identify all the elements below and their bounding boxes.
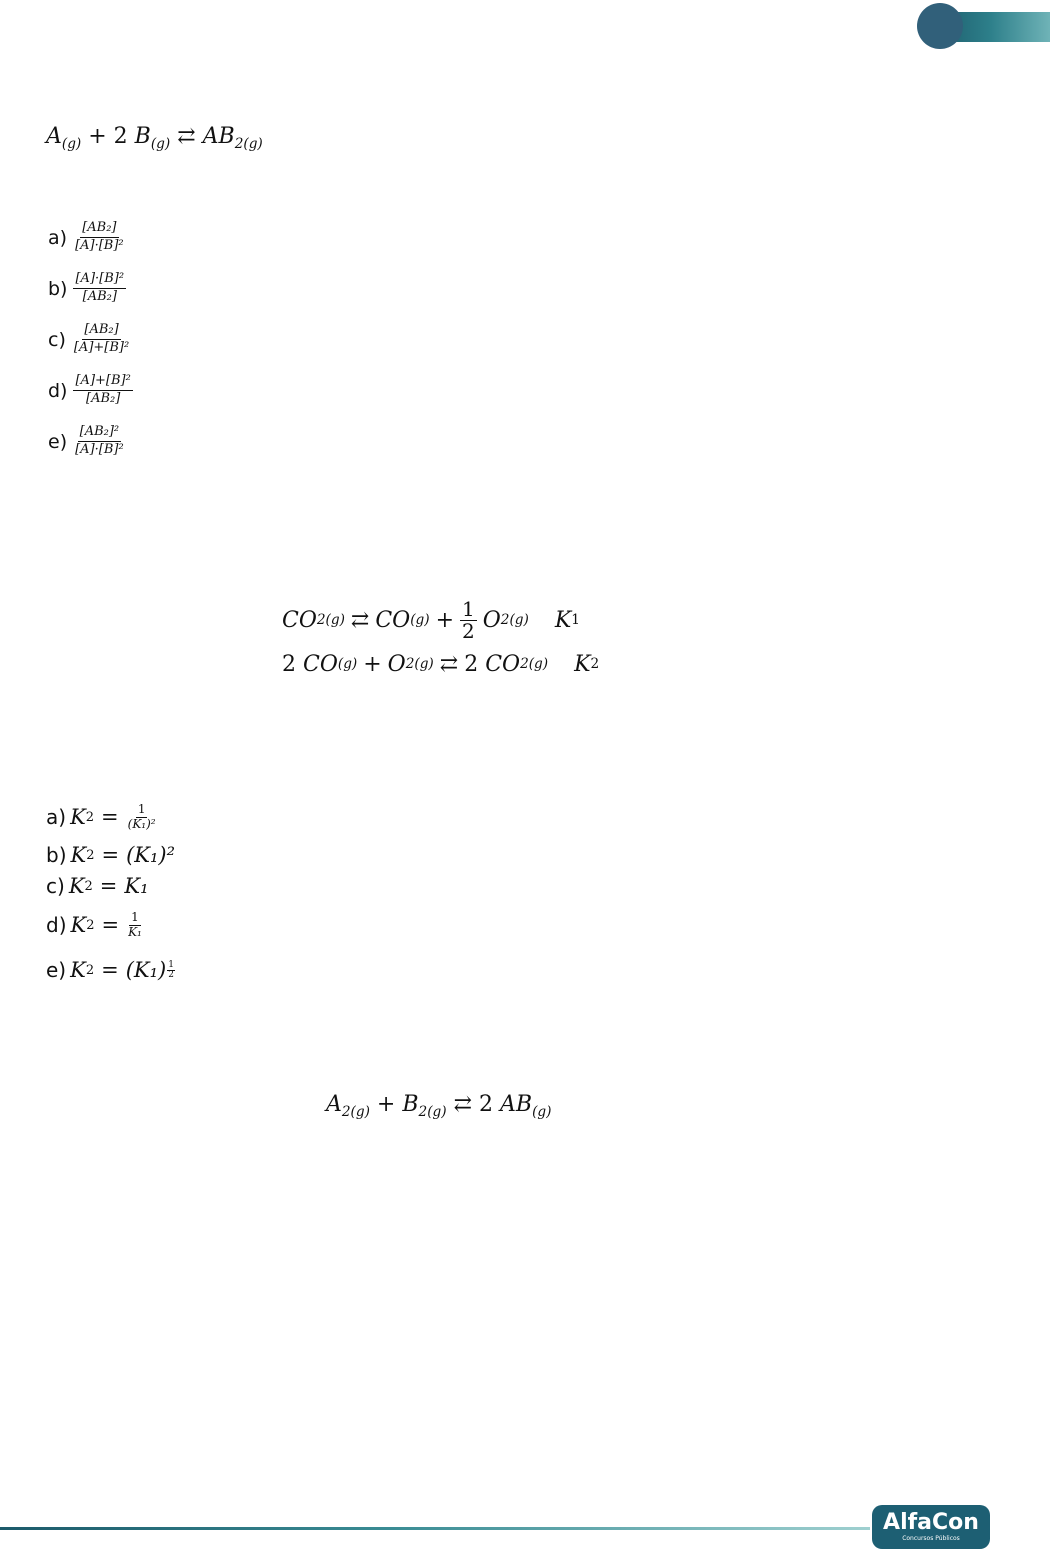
option-2d: d) K 2 = $\frac{1}{\text{K₁}}$ bbox=[46, 909, 142, 939]
option-2c: c) K 2 = K₁ bbox=[46, 874, 149, 898]
co-reaction-1: CO 2(g) ⇄ CO (g) + $\frac{1}{2}$ O 2(g) K 1 bbox=[282, 596, 580, 643]
alfacon-logo: AlfaCon Concursos Públicos bbox=[872, 1505, 990, 1549]
option-2b: b) K 2 = (K₁)² bbox=[46, 843, 176, 867]
options-list-2 bbox=[46, 794, 175, 992]
option-2e: e) K 2 = (K₁) $\frac{1}{2}$ bbox=[46, 958, 174, 982]
reaction-1: $A_{(g)} + 2$ $B_{(g)}$ ⇄ $AB_{2(g)}$ bbox=[46, 124, 263, 152]
co-reaction-2: 2 CO (g) + O 2(g) ⇄ 2 CO 2(g) K 2 bbox=[282, 651, 600, 677]
option-1c: c) $\frac{\text{[AB₂]}}{\text{[A]+[B]²}}$ bbox=[48, 322, 130, 355]
option-1b: b) $\frac{\text{[A]·[B]²}}{\text{[AB₂]}}$ bbox=[48, 271, 125, 304]
header-circle bbox=[917, 3, 963, 49]
option-1e: e) $\frac{\text{[AB₂]²}}{\text{[A]·[B]²}}$ bbox=[48, 424, 124, 457]
option-1a: a) $\frac{\text{[AB₂]}}{\text{[A]·[B]²}}$ bbox=[48, 220, 124, 253]
reaction-3: $A_{2(g)} + B_{2(g)}$ ⇄ 2 $AB_{(g)}$ bbox=[326, 1092, 552, 1120]
co-reactions bbox=[282, 598, 599, 686]
option-2a: a) K 2 = $\frac{1}{\text{(K₁)²}}$ bbox=[46, 801, 156, 831]
footer-line bbox=[0, 1527, 870, 1530]
option-1d: d) $\frac{\text{[A]+[B]²}}{\text{[AB₂]}}$ bbox=[48, 373, 131, 406]
options-list-1 bbox=[48, 212, 133, 467]
